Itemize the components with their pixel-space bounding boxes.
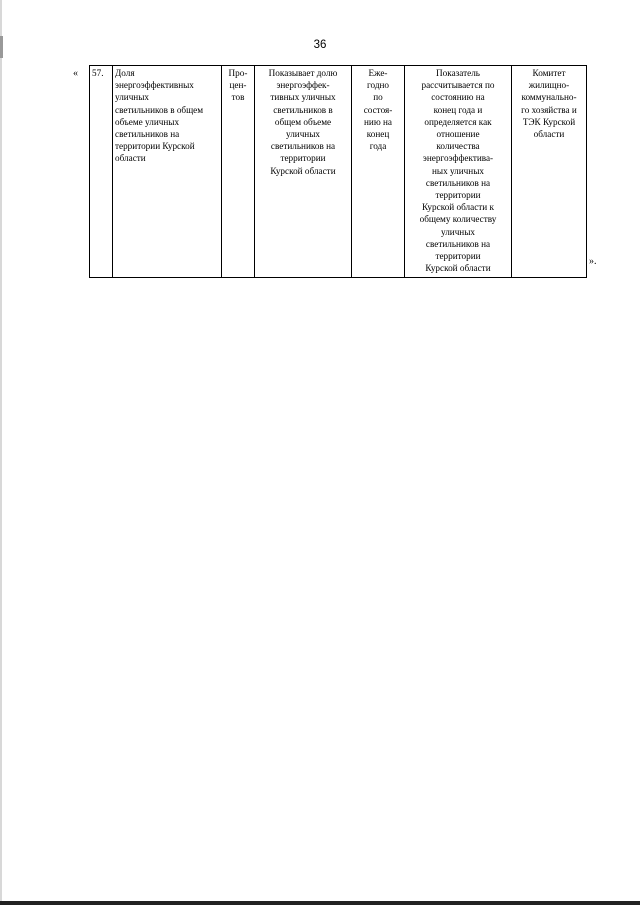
- indicator-name: Доля энергоэффективных уличных светильников в общем объеме уличных светильников на территории Курской области: [115, 68, 204, 164]
- unit-of-measure: Про- цен- тов: [228, 68, 248, 103]
- calculation-method: Показатель рассчитывается по состоянию на конец года и определяется как отношение количества энергоэффектива- ных уличных светильников на территории Курской области к общему количеству уличных светильников на территории Курской области: [419, 68, 497, 274]
- description-cell: [255, 66, 352, 278]
- method-cell: [405, 66, 512, 278]
- page-number: 36: [313, 39, 327, 51]
- indicator-name-cell: [113, 66, 222, 278]
- closing-quote: ».: [589, 256, 597, 267]
- unit-cell: [222, 66, 255, 278]
- indicator-table: [89, 65, 587, 278]
- scan-edge-left: [0, 0, 2, 905]
- table-row: [90, 66, 587, 278]
- row-number-cell: [90, 66, 113, 278]
- row-number: 57.: [92, 68, 104, 78]
- frequency-cell: [352, 66, 405, 278]
- responsible-cell: [512, 66, 587, 278]
- reporting-frequency: Еже- годно по состоя- нию на конец года: [363, 68, 393, 152]
- opening-quote: «: [73, 68, 78, 79]
- responsible-body: Комитет жилищно- коммунально- го хозяйства и ТЭК Курской области: [521, 68, 577, 140]
- scan-edge-bottom: [0, 901, 640, 905]
- indicator-description: Показывает долю энергоэффек- тивных уличных светильников в общем объеме уличных светильников на территории Курской области: [268, 68, 338, 176]
